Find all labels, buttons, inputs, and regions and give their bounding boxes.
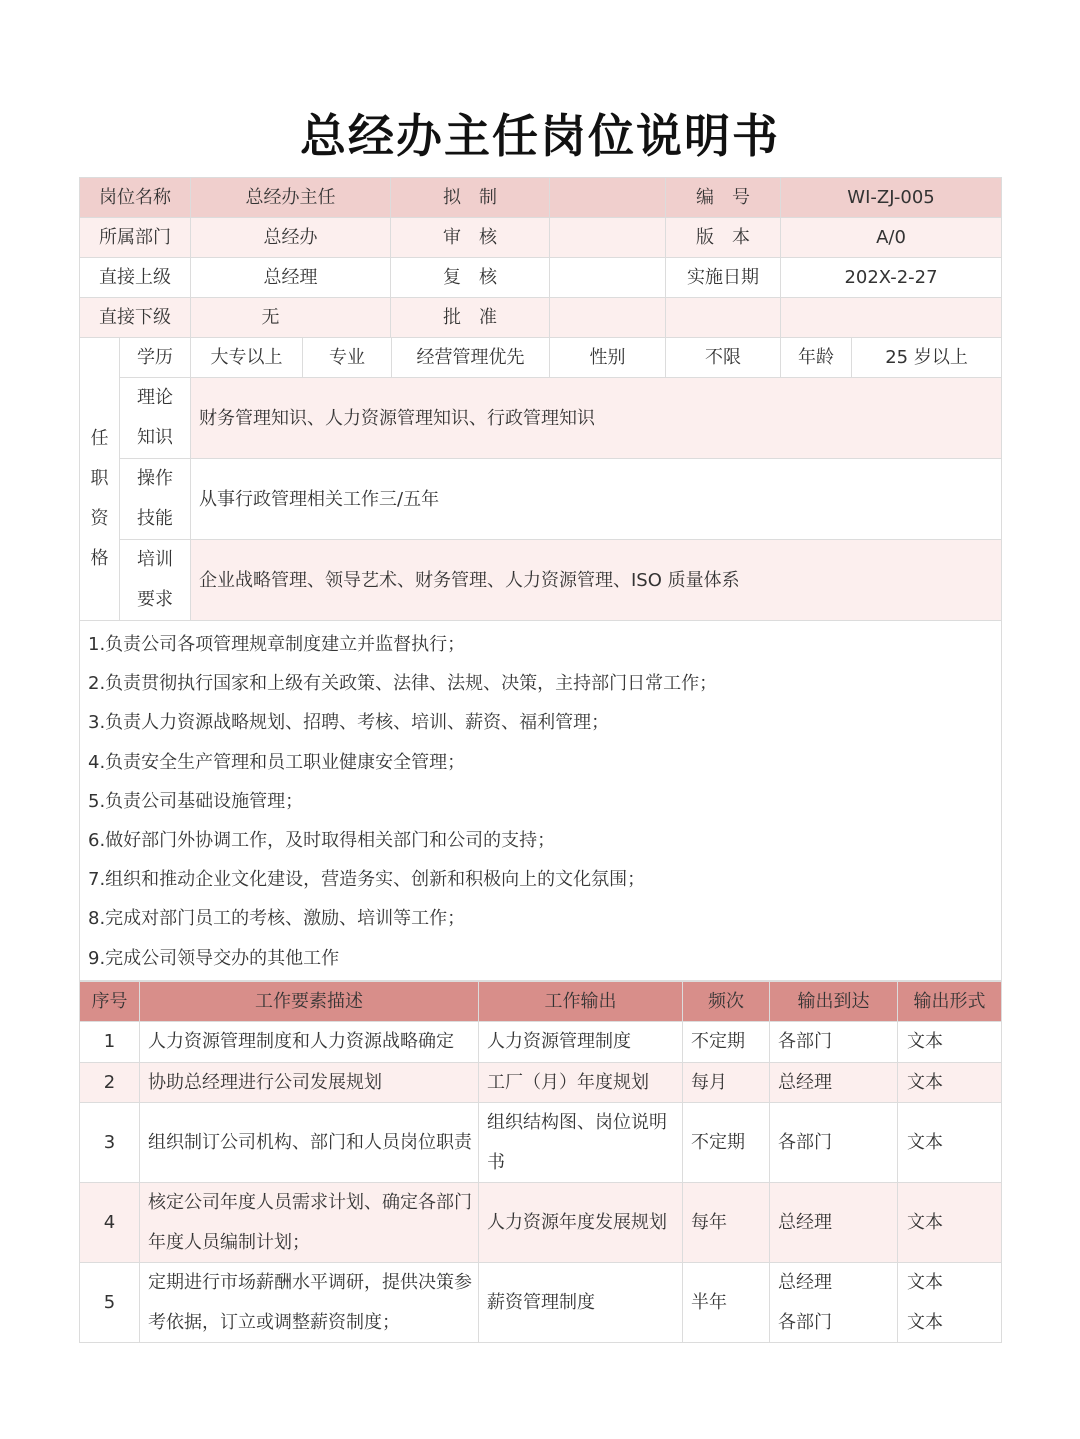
- row-no: 5: [80, 1263, 140, 1343]
- info-table: [79, 177, 1002, 981]
- duty-item: 1.负责公司各项管理规章制度建立并监督执行；: [88, 634, 466, 655]
- qualification-section-label: [80, 338, 120, 621]
- education-value: 大专以上: [191, 338, 303, 377]
- qualification-row: [80, 459, 1002, 540]
- row-no: 4: [80, 1183, 140, 1263]
- header-to: 输出到达: [770, 981, 898, 1022]
- qualification-char: 资: [90, 508, 109, 529]
- skill-label-line: 操作: [137, 468, 173, 489]
- row-to: [770, 1263, 898, 1343]
- row-to-line: 各部门: [778, 1311, 832, 1333]
- row-desc-line: 年度人员编制计划；: [148, 1231, 310, 1253]
- post-name-label: 岗位名称: [80, 178, 191, 218]
- qualification-char: 格: [90, 548, 109, 569]
- theory-value: 财务管理知识、人力资源管理知识、行政管理知识: [191, 378, 1002, 459]
- qualification-row: [80, 378, 1002, 459]
- row-to: 各部门: [770, 1103, 898, 1183]
- info-row: [80, 258, 1002, 298]
- header-freq: 频次: [683, 981, 770, 1022]
- date-value: 202X-2-27: [781, 258, 1002, 298]
- row-freq: 每月: [683, 1062, 770, 1103]
- number-label: 编 号: [666, 178, 781, 218]
- row-form-line: 文本: [907, 1311, 943, 1333]
- work-table: [79, 981, 1002, 1344]
- approve-value: [550, 298, 666, 338]
- duties-cell: [80, 621, 1002, 981]
- age-label: 年龄: [781, 338, 852, 378]
- row-desc: 组织制订公司机构、部门和人员岗位职责: [140, 1103, 479, 1183]
- info-row: [80, 298, 1002, 338]
- row-output: 人力资源管理制度: [479, 1022, 683, 1063]
- row-to: 各部门: [770, 1022, 898, 1063]
- table-row: [80, 1103, 1002, 1183]
- work-header-row: [80, 981, 1002, 1022]
- superior-value: 总经理: [191, 258, 391, 298]
- subordinate-value: 无: [191, 298, 391, 338]
- education-label: 学历: [120, 338, 191, 378]
- gender-label: 性别: [550, 338, 666, 378]
- recheck-label: 复 核: [391, 258, 550, 298]
- version-label: 版 本: [666, 218, 781, 258]
- duty-item: 2.负责贯彻执行国家和上级有关政策、法律、法规、决策，主持部门日常工作；: [88, 673, 718, 695]
- duties-row: [80, 621, 1002, 981]
- qualification-char: 职: [90, 468, 109, 489]
- duty-item: 4.负责安全生产管理和员工职业健康安全管理；: [88, 751, 466, 773]
- row-no: 2: [80, 1062, 140, 1103]
- page-title: 总经办主任岗位说明书: [300, 109, 780, 163]
- education-major-cell: [191, 338, 550, 378]
- duty-item: 6.做好部门外协调工作，及时取得相关部门和公司的支持；: [88, 830, 556, 852]
- row-freq: 每年: [683, 1183, 770, 1263]
- qualification-row: [80, 338, 1002, 378]
- gender-value: 不限: [666, 338, 781, 378]
- row-form: 文本: [898, 1183, 1002, 1263]
- info-row: [80, 178, 1002, 218]
- duty-item: 8.完成对部门员工的考核、激励、培训等工作；: [88, 908, 466, 930]
- review-value: [550, 218, 666, 258]
- theory-label-line: 理论: [137, 387, 173, 408]
- approve-label: 批 准: [391, 298, 550, 338]
- post-name-value: 总经办主任: [191, 178, 391, 218]
- dept-value: 总经办: [191, 218, 391, 258]
- row-desc: [140, 1183, 479, 1263]
- dept-label: 所属部门: [80, 218, 191, 258]
- training-value: 企业战略管理、领导艺术、财务管理、人力资源管理、ISO 质量体系: [191, 540, 1002, 621]
- row-output: [479, 1103, 683, 1183]
- row-desc: 协助总经理进行公司发展规划: [140, 1062, 479, 1103]
- header-output: 工作输出: [479, 981, 683, 1022]
- row-output-line: 书: [487, 1151, 505, 1173]
- row-output: 薪资管理制度: [479, 1263, 683, 1343]
- row-desc: 人力资源管理制度和人力资源战略确定: [140, 1022, 479, 1063]
- duty-item: 5.负责公司基础设施管理；: [88, 790, 304, 812]
- header-form: 输出形式: [898, 981, 1002, 1022]
- row-form-line: 文本: [907, 1272, 943, 1294]
- info-row: [80, 218, 1002, 258]
- row-form: [898, 1263, 1002, 1343]
- duty-item: 3.负责人力资源战略规划、招聘、考核、培训、薪资、福利管理；: [88, 712, 610, 734]
- training-label: [120, 540, 191, 621]
- row-to: 总经理: [770, 1062, 898, 1103]
- empty-cell: [666, 298, 781, 338]
- row-desc-line: 核定公司年度人员需求计划、确定各部门: [148, 1192, 472, 1214]
- version-value: A/0: [781, 218, 1002, 258]
- row-desc-line: 定期进行市场薪酬水平调研，提供决策参: [148, 1272, 472, 1294]
- row-output: 人力资源年度发展规划: [479, 1183, 683, 1263]
- table-row: [80, 1062, 1002, 1103]
- table-row: [80, 1263, 1002, 1343]
- row-no: 1: [80, 1022, 140, 1063]
- skill-label-line: 技能: [137, 508, 173, 529]
- row-form: 文本: [898, 1103, 1002, 1183]
- header-no: 序号: [80, 981, 140, 1022]
- qualification-row: [80, 540, 1002, 621]
- draft-label: 拟 制: [391, 178, 550, 218]
- training-label-line: 培训: [137, 549, 173, 570]
- number-value: WI-ZJ-005: [781, 178, 1002, 218]
- row-output: 工厂（月）年度规划: [479, 1062, 683, 1103]
- date-label: 实施日期: [666, 258, 781, 298]
- table-row: [80, 1022, 1002, 1063]
- theory-label: [120, 378, 191, 459]
- row-output-line: 组织结构图、岗位说明: [487, 1112, 667, 1134]
- subordinate-label: 直接下级: [80, 298, 191, 338]
- review-label: 审 核: [391, 218, 550, 258]
- superior-label: 直接上级: [80, 258, 191, 298]
- row-desc-line: 考依据，订立或调整薪资制度；: [148, 1311, 400, 1333]
- skill-value: 从事行政管理相关工作三/五年: [191, 459, 1002, 540]
- age-value: 25 岁以上: [852, 338, 1002, 378]
- table-row: [80, 1183, 1002, 1263]
- header-desc: 工作要素描述: [140, 981, 479, 1022]
- major-value: 经营管理优先: [391, 338, 549, 377]
- row-freq: 不定期: [683, 1022, 770, 1063]
- skill-label: [120, 459, 191, 540]
- row-freq: 半年: [683, 1263, 770, 1343]
- duty-item: 7.组织和推动企业文化建设，营造务实、创新和积极向上的文化氛围；: [88, 869, 646, 891]
- row-form: 文本: [898, 1022, 1002, 1063]
- row-no: 3: [80, 1103, 140, 1183]
- training-label-line: 要求: [137, 589, 173, 610]
- row-desc: [140, 1263, 479, 1343]
- job-description-form: [79, 177, 1001, 1343]
- theory-label-line: 知识: [137, 427, 173, 448]
- row-to-line: 总经理: [778, 1272, 832, 1294]
- row-freq: 不定期: [683, 1103, 770, 1183]
- row-to: 总经理: [770, 1183, 898, 1263]
- qualification-char: 任: [90, 428, 109, 449]
- recheck-value: [550, 258, 666, 298]
- draft-value: [550, 178, 666, 218]
- empty-cell: [781, 298, 1002, 338]
- major-label: 专业: [329, 347, 365, 368]
- row-form: 文本: [898, 1062, 1002, 1103]
- duty-item: 9.完成公司领导交办的其他工作: [88, 947, 340, 969]
